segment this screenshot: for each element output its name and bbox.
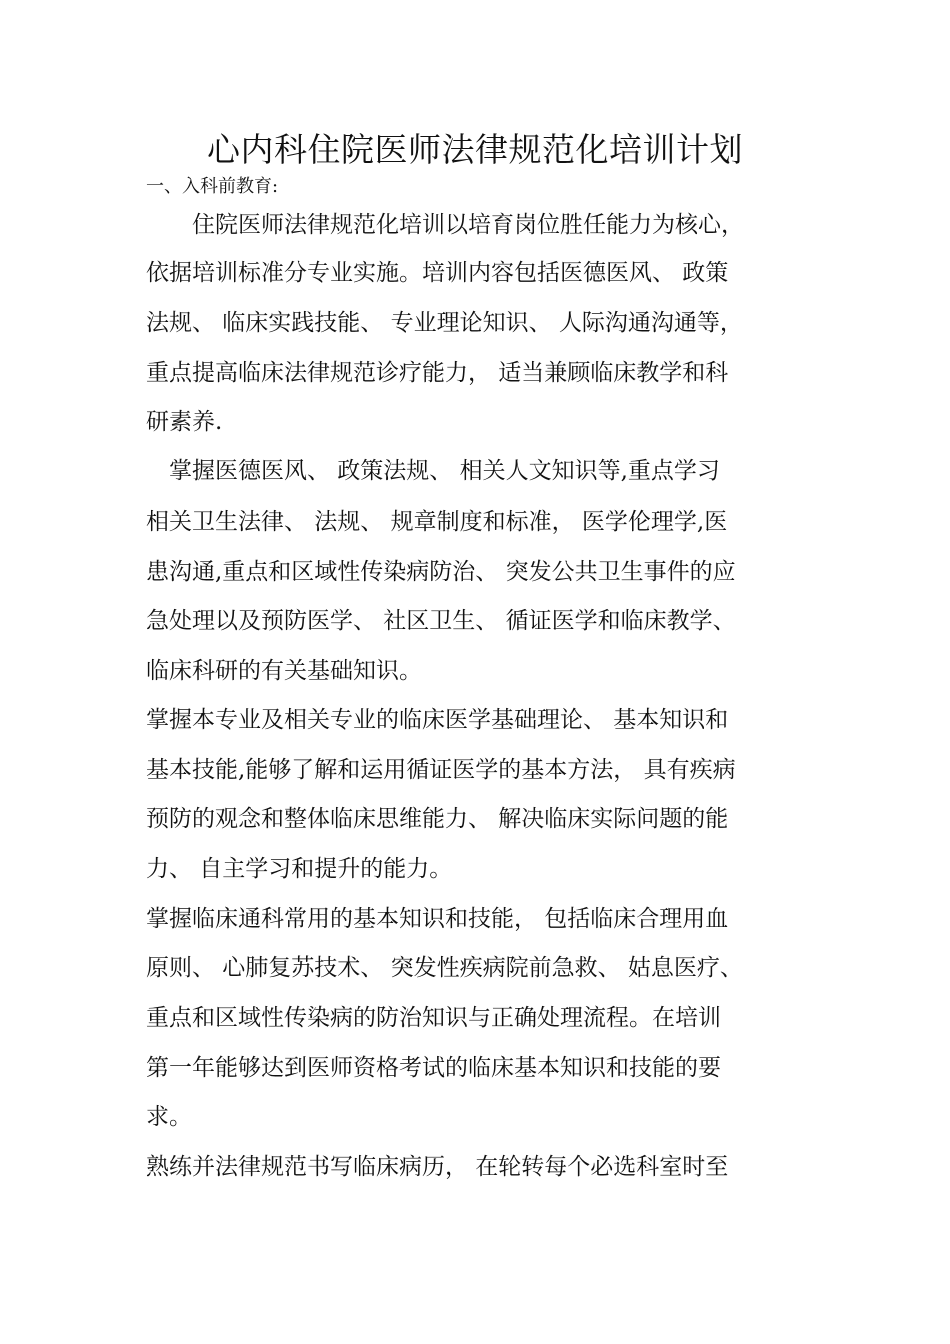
paragraph-line: 熟练并法律规范书写临床病历， 在轮转每个必选科室时至 (146, 1154, 729, 1180)
paragraph-line: 求。 (146, 1104, 192, 1130)
paragraph-line: 患沟通,重点和区域性传染病防治、 突发公共卫生事件的应 (146, 559, 736, 585)
paragraph-line: 力、 自主学习和提升的能力。 (146, 856, 453, 882)
paragraph-line: 基本技能,能够了解和运用循证医学的基本方法， 具有疾病 (146, 757, 736, 783)
paragraph-line: 第一年能够达到医师资格考试的临床基本知识和技能的要 (146, 1055, 721, 1081)
paragraph-line: 住院医师法律规范化培训以培育岗位胜任能力为核心， (146, 212, 744, 238)
paragraph-line: 重点和区域性传染病的防治知识与正确处理流程。在培训 (146, 1005, 721, 1031)
paragraph-line: 急处理以及预防医学、 社区卫生、 循证医学和临床教学、 (146, 608, 736, 634)
section-heading: 一、入科前教育: (146, 176, 279, 197)
paragraph-line: 依据培训标准分专业实施。培训内容包括医德医风、 政策 (146, 260, 729, 286)
paragraph-line: 掌握本专业及相关专业的临床医学基础理论、 基本知识和 (146, 707, 729, 733)
paragraph-line: 临床科研的有关基础知识。 (146, 658, 422, 684)
paragraph-line: 掌握医德医风、 政策法规、 相关人文知识等,重点学习 (146, 458, 720, 484)
paragraph-line: 相关卫生法律、 法规、 规章制度和标准， 医学伦理学,医 (146, 509, 728, 535)
paragraph-line: 预防的观念和整体临床思维能力、 解决临床实际问题的能 (146, 806, 729, 832)
document-title: 心内科住院医师法律规范化培训计划 (207, 130, 743, 169)
paragraph-line: 掌握临床通科常用的基本知识和技能， 包括临床合理用血 (146, 906, 729, 932)
paragraph-line: 法规、 临床实践技能、 专业理论知识、 人际沟通沟通等， (146, 310, 743, 336)
paragraph-line: 研素养. (146, 409, 223, 435)
paragraph-line: 重点提高临床法律规范诊疗能力， 适当兼顾临床教学和科 (146, 360, 729, 386)
paragraph-line: 原则、 心肺复苏技术、 突发性疾病院前急救、 姑息医疗、 (146, 955, 743, 981)
